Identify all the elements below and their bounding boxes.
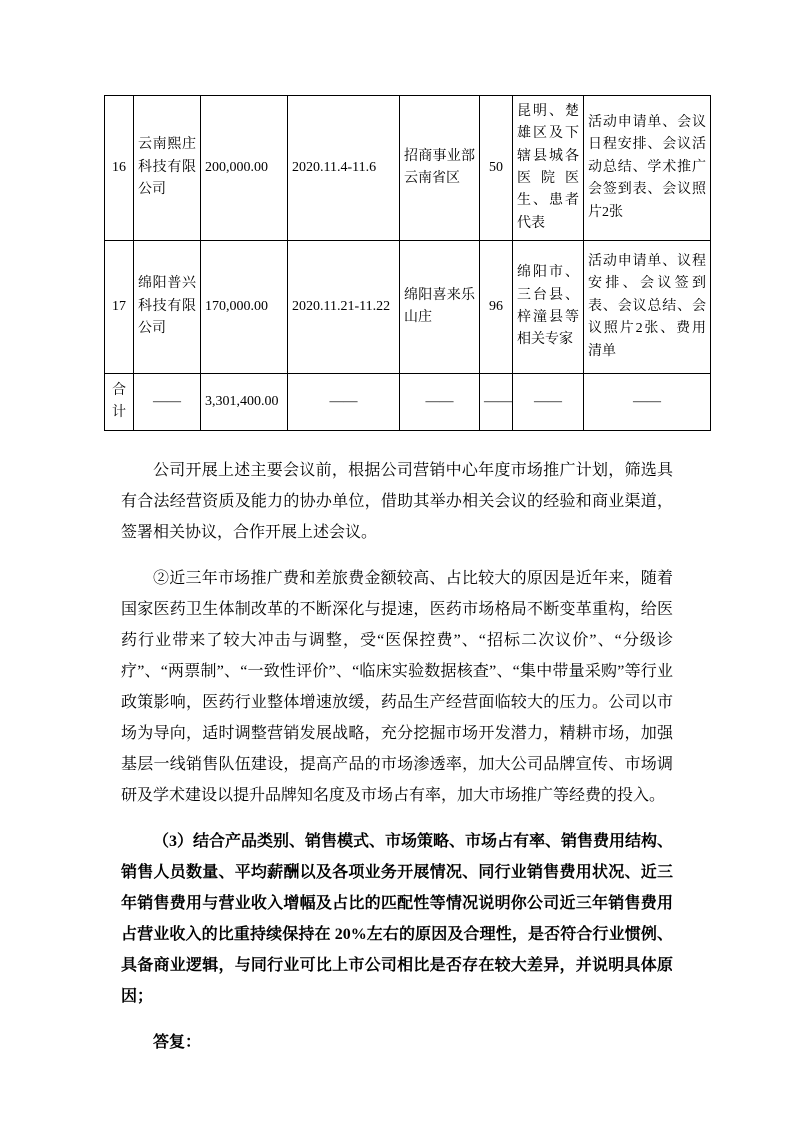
cell-attendees: ——: [513, 374, 584, 431]
cell-location: ——: [400, 374, 480, 431]
cell-location: 绵阳喜来乐山庄: [400, 241, 480, 374]
document-body: [121, 455, 673, 1073]
cell-location: 招商事业部云南省区: [400, 96, 480, 241]
cell-index: 合计: [105, 374, 134, 431]
cell-organizer: ——: [134, 374, 201, 431]
conference-expense-table: [104, 95, 711, 431]
cell-count: 50: [480, 96, 513, 241]
cell-materials: ——: [584, 374, 711, 431]
table-row-total: [105, 374, 711, 431]
table-row: [105, 241, 711, 374]
cell-amount: 3,301,400.00: [201, 374, 288, 431]
paragraph-reply-label: 答复：: [153, 1034, 202, 1051]
paragraph-question-3: （3）结合产品类别、销售模式、市场策略、市场占有率、销售费用结构、销售人员数量、平均薪酬以及各项业务开展情况、同行业销售费用状况、近三年销售费用与营业收入增幅及占比的匹配性等情况说明你公司近三年销售费用占营业收入的比重持续保持在 20%左右的原因及合理性，是否符合行业惯例、具备商业逻辑，与同行业可比上市公司相比是否存在较大差异，并说明具体原因；: [121, 833, 674, 1005]
cell-index: 16: [105, 96, 134, 241]
cell-materials: 活动申请单、会议日程安排、会议活动总结、学术推广会签到表、会议照片2张: [584, 96, 711, 241]
cell-amount: 200,000.00: [201, 96, 288, 241]
cell-date: 2020.11.4-11.6: [288, 96, 400, 241]
cell-index: 17: [105, 241, 134, 374]
paragraph-expense-reason: ②近三年市场推广费和差旅费金额较高、占比较大的原因是近年来，随着国家医药卫生体制改革的不断深化与提速，医药市场格局不断变革重构，给医药行业带来了较大冲击与调整，受“医保控费”、“招标二次议价”、“分级诊疗”、“两票制”、“一致性评价”、“临床实验数据核查”、“集中带量采购”等行业政策影响，医药行业整体增速放缓，药品生产经营面临较大的压力。公司以市场为导向，适时调整营销发展战略，充分挖掘市场开发潜力，精耕市场，加强基层一线销售队伍建设，提高产品的市场渗透率，加大公司品牌宣传、市场调研及学术建设以提升品牌知名度及市场占有率，加大市场推广等经费的投入。: [121, 570, 673, 804]
cell-amount: 170,000.00: [201, 241, 288, 374]
cell-count: ——: [480, 374, 513, 431]
cell-date: 2020.11.21-11.22: [288, 241, 400, 374]
cell-organizer: 云南熙庄科技有限公司: [134, 96, 201, 241]
cell-materials: 活动申请单、议程安排、会议签到表、会议总结、会议照片2张、费用清单: [584, 241, 711, 374]
cell-date: ——: [288, 374, 400, 431]
table-row: [105, 96, 711, 241]
paragraph-meeting-process: 公司开展上述主要会议前，根据公司营销中心年度市场推广计划，筛选具有合法经营资质及能力的协办单位，借助其举办相关会议的经验和商业渠道，签署相关协议，合作开展上述会议。: [121, 462, 673, 541]
cell-attendees: 绵阳市、三台县、梓潼县等相关专家: [513, 241, 584, 374]
cell-count: 96: [480, 241, 513, 374]
cell-attendees: 昆明、楚雄区及下辖县城各医院医生、患者代表: [513, 96, 584, 241]
cell-organizer: 绵阳普兴科技有限公司: [134, 241, 201, 374]
